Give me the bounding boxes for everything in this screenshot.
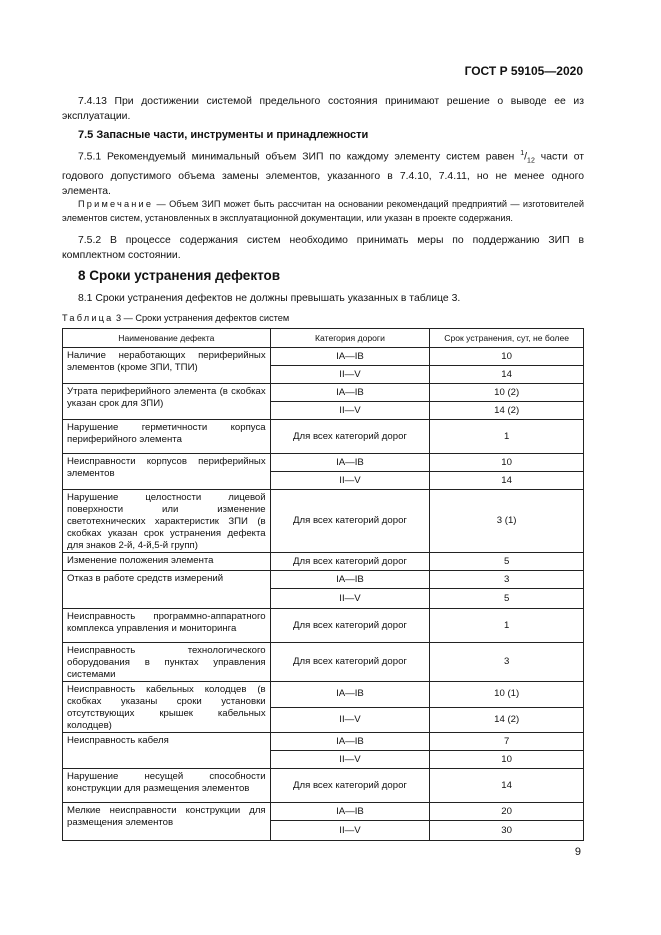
table-row [63,490,584,553]
road-category-cell: II—V [270,402,430,420]
defect-name-cell: Нарушение несущей способности конструкции для размещения элементов [63,769,271,803]
defect-name-cell: Неисправность кабеля [63,733,271,769]
table-row [63,643,584,682]
term-cell: 10 (2) [430,384,584,402]
road-category-cell: II—V [270,751,430,769]
road-category-cell: Для всех категорий дорог [270,490,430,553]
doc-number: ГОСТ Р 59105—2020 [464,64,583,78]
defect-name-cell: Неисправности корпусов периферийных элементов [63,454,271,490]
header-elimination-term: Срок устранения, сут, не более [430,329,584,348]
defect-name-cell: Неисправность программно-аппаратного комплекса управления и мониторинга [63,609,271,643]
table-row [63,769,584,803]
road-category-cell: IA—IB [270,384,430,402]
defect-name-cell: Нарушение целостности лицевой поверхности или изменение светотехнических характеристик ЗПИ (в скобках указан срок устранения дефекта для знаков 2-й, 4-й,5-й групп) [63,490,271,553]
road-category-cell: Для всех категорий дорог [270,769,430,803]
table-row [63,348,584,366]
term-cell: 14 [430,769,584,803]
paragraph-7-5-1-end: части от годового допустимого объема замены элементов, указанного в 7.4.10, 7.4.11, но не менее одного элемента. [62,151,584,197]
term-cell: 5 [430,589,584,609]
road-category-cell: IA—IB [270,571,430,589]
defect-name-cell: Наличие неработающих периферийных элементов (кроме ЗПИ, ТПИ) [63,348,271,384]
road-category-cell: IA—IB [270,803,430,821]
page-number: 9 [574,846,581,858]
term-cell: 10 [430,348,584,366]
term-cell: 20 [430,803,584,821]
road-category-cell: Для всех категорий дорог [270,553,430,571]
term-cell: 10 [430,751,584,769]
term-cell: 10 (1) [430,682,584,708]
road-category-cell: IA—IB [270,454,430,472]
paragraph-7-5-1: 7.5.1 Рекомендуемый минимальный объем ЗИП по каждому элементу систем равен $^1/_{12}$ части от годового допустимого объема замены элементов, указанного в 7.4.10, 7.4.11, но не менее одного элемента. [62,150,584,197]
table-caption-text: 3 — Сроки устранения дефектов систем [113,313,290,323]
term-cell: 3 (1) [430,490,584,553]
road-category-cell: Для всех категорий дорог [270,609,430,643]
table-row [63,553,584,571]
defect-name-cell: Мелкие неисправности конструкции для размещения элементов [63,803,271,841]
table-row [63,454,584,472]
section-heading-7-5: 7.5 Запасные части, инструменты и принадлежности [78,129,369,141]
road-category-cell: IA—IB [270,682,430,708]
defect-name-cell: Утрата периферийного элемента (в скобках указан срок для ЗПИ) [63,384,271,420]
term-cell: 3 [430,643,584,682]
term-cell: 3 [430,571,584,589]
term-cell: 5 [430,553,584,571]
header-defect-name: Наименование дефекта [63,329,271,348]
defect-name-cell: Изменение положения элемента [63,553,271,571]
term-cell: 10 [430,454,584,472]
note [62,197,584,225]
table-row [63,682,584,708]
fraction-numerator: 1 [520,150,525,157]
table-caption [62,313,289,323]
road-category-cell: Для всех категорий дорог [270,643,430,682]
term-cell: 1 [430,609,584,643]
table-body [63,348,584,841]
paragraph-8-1: 8.1 Сроки устранения дефектов не должны превышать указанных в таблице 3. [78,293,461,304]
road-category-cell: IA—IB [270,733,430,751]
term-cell: 14 [430,366,584,384]
road-category-cell: II—V [270,707,430,733]
fraction-denominator: 12 [527,157,535,165]
defect-name-cell: Отказ в работе средств измерений [63,571,271,609]
table-row [63,571,584,589]
road-category-cell: IA—IB [270,348,430,366]
term-cell: 30 [430,821,584,841]
road-category-cell: II—V [270,472,430,490]
defect-name-cell: Неисправность технологического оборудования в пунктах управления системами [63,643,271,682]
table-row [63,420,584,454]
table-caption-label: Таблица [62,313,114,323]
defect-name-cell: Нарушение герметичности корпуса периферийного элемента [63,420,271,454]
note-text: — Объем ЗИП может быть рассчитан на основании рекомендаций предприятий — изготовителей элементов систем, установленных в эксплуатационной документации, или указан в проекте содержания. [62,199,584,223]
term-cell: 14 (2) [430,402,584,420]
road-category-cell: Для всех категорий дорог [270,420,430,454]
term-cell: 14 (2) [430,707,584,733]
note-label: Примечание [78,199,154,209]
header-road-category: Категория дороги [270,329,430,348]
term-cell: 1 [430,420,584,454]
defects-table [62,328,584,841]
term-cell: 7 [430,733,584,751]
table-row [63,384,584,402]
table-header-row [63,329,584,348]
road-category-cell: II—V [270,366,430,384]
paragraph-7-5-2: 7.5.2 В процессе содержания систем необходимо принимать меры по поддержанию ЗИП в комплектном состоянии. [62,235,584,261]
table-row [63,803,584,821]
section-heading-8: 8 Сроки устранения дефектов [78,268,281,283]
table-row [63,609,584,643]
paragraph-7-4-13: 7.4.13 При достижении системой предельного состояния принимают решение о выводе ее из эксплуатации. [62,96,584,122]
paragraph-7-5-1-start: 7.5.1 Рекомендуемый минимальный объем ЗИП по каждому элементу систем равен [78,151,515,163]
road-category-cell: II—V [270,589,430,609]
table-row [63,733,584,751]
term-cell: 14 [430,472,584,490]
defect-name-cell: Неисправность кабельных колодцев (в скобках указаны сроки установки отсутствующих крышек кабельных колодцев) [63,682,271,733]
road-category-cell: II—V [270,821,430,841]
